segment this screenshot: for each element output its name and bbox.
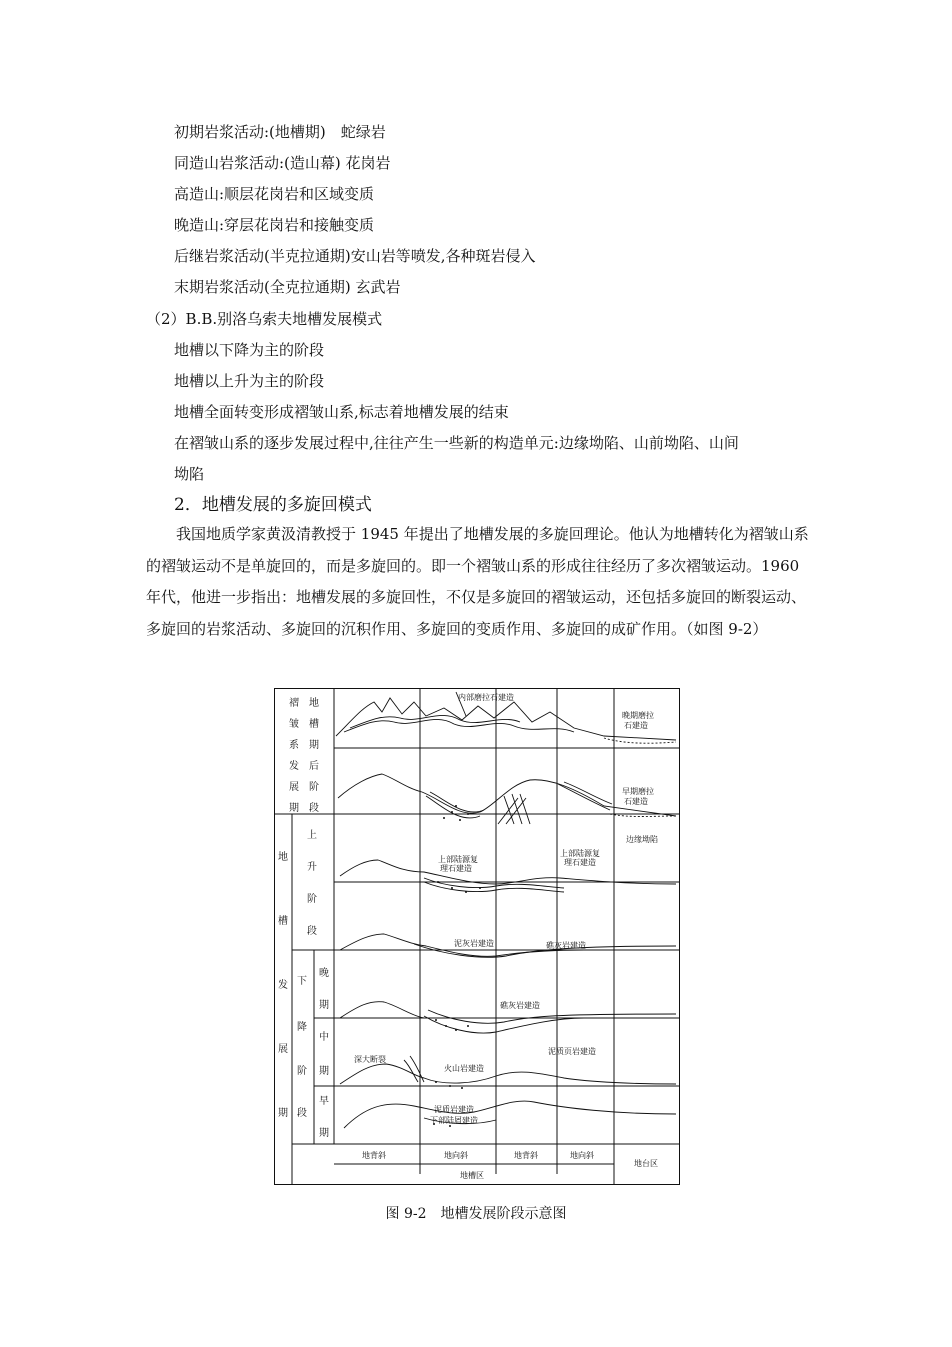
label-rise-3: 阶 [307, 894, 317, 905]
label-inner-molasse: 内部磨拉石建造 [458, 693, 514, 702]
label-fold-6: 期 [289, 803, 299, 814]
label-syncline-1: 地向斜 [444, 1151, 468, 1160]
body-paragraph: 我国地质学家黄汲清教授于 1945 年提出了地槽发展的多旋回理论。他认为地槽转化为褶皱山系的褶皱运动不是单旋回的，而是多旋回的。即一个褶皱山系的形成往往经历了多次褶皱运动。1960 年代，他进一步指出：地槽发展的多旋回性，不仅是多旋回的褶皱运动，还包括多旋回的断裂运动、多旋回的岩浆活动、多旋回的沉积作用、多旋回的变质作用、多旋回的成矿作用。（如图 9-2） [146, 525, 809, 638]
text-line-9: 地槽以上升为主的阶段 [174, 372, 325, 390]
text-line-5: 后继岩浆活动(半克拉通期)安山岩等喷发,各种斑岩侵入 [174, 247, 536, 265]
label-upper-terr-1a: 上部陆源复 [438, 855, 478, 864]
label-late-1: 晚 [319, 968, 329, 979]
label-platform: 地台区 [634, 1159, 658, 1168]
label-early-2: 期 [319, 1128, 329, 1139]
figure-caption: 图 9-2 地槽发展阶段示意图 [385, 1206, 567, 1222]
label-late-molasse-1: 晚期磨拉 [622, 711, 654, 720]
label-syncline-2: 地向斜 [570, 1151, 594, 1160]
label-mud: 泥质岩建造 [434, 1105, 474, 1114]
text-line-6: 末期岩浆活动(全克拉通期) 玄武岩 [174, 278, 401, 296]
label-geo-1: 地 [278, 852, 288, 863]
label-post-1: 地 [309, 698, 319, 709]
section-heading: 2．地槽发展的多旋回模式 [174, 495, 372, 515]
label-early-molasse-1: 早期磨拉 [622, 787, 654, 796]
label-upper-terr-1b: 理石建造 [440, 864, 472, 873]
label-geo-3: 发 [278, 980, 288, 991]
label-deep-fault: 深大断裂 [354, 1055, 386, 1064]
label-fold-4: 发 [289, 761, 299, 772]
geosyncline-diagram [274, 688, 680, 1185]
text-line-11: 在褶皱山系的逐步发展过程中,往往产生一些新的构造单元:边缘坳陷、山前坳陷、山间 [174, 434, 739, 452]
label-middle-1: 中 [319, 1032, 329, 1043]
label-geo-5: 期 [278, 1108, 288, 1119]
label-geo-2: 槽 [278, 916, 288, 927]
label-geosyncline-area: 地槽区 [460, 1171, 484, 1180]
label-fold-1: 褶 [289, 698, 299, 709]
label-fall-2: 降 [297, 1022, 307, 1033]
label-upper-terr-2a: 上部陆源复 [560, 849, 600, 858]
label-post-3: 期 [309, 740, 319, 751]
label-rise-4: 段 [307, 926, 317, 937]
text-line-4: 晚造山:穿层花岗岩和接触变质 [174, 216, 375, 234]
label-post-2: 槽 [309, 719, 319, 730]
label-fold-2: 皱 [289, 719, 299, 730]
label-early-1: 早 [319, 1096, 329, 1107]
text-line-1: 初期岩浆活动:(地槽期) 蛇绿岩 [174, 123, 386, 141]
text-line-2: 同造山岩浆活动:(造山幕) 花岗岩 [174, 154, 391, 172]
label-fold-3: 系 [289, 740, 299, 751]
label-geo-4: 展 [278, 1044, 288, 1055]
label-rise-2: 升 [307, 862, 317, 873]
label-late-2: 期 [319, 1000, 329, 1011]
label-lower-clastic: 下部陆屑建造 [430, 1116, 478, 1125]
label-volcanic: 火山岩建造 [444, 1064, 484, 1073]
label-fall-3: 阶 [297, 1066, 307, 1077]
label-fall-1: 下 [297, 976, 307, 987]
label-post-4: 后 [309, 761, 319, 772]
label-fall-4: 段 [297, 1108, 307, 1119]
label-late-molasse-2: 石建造 [624, 721, 648, 730]
subsection-title: （2）B.B.别洛乌索夫地槽发展模式 [146, 310, 383, 328]
text-line-12: 坳陷 [174, 465, 205, 483]
label-rise-1: 上 [307, 830, 317, 841]
label-anticline-1: 地背斜 [362, 1151, 386, 1160]
label-post-5: 阶 [309, 782, 319, 793]
label-reef-1: 礁灰岩建造 [546, 941, 586, 950]
label-post-6: 段 [309, 803, 319, 814]
label-marl: 泥灰岩建造 [454, 939, 494, 948]
text-line-3: 高造山:顺层花岗岩和区域变质 [174, 185, 375, 203]
label-upper-terr-2b: 理石建造 [564, 858, 596, 867]
label-anticline-2: 地背斜 [514, 1151, 538, 1160]
label-early-molasse-2: 石建造 [624, 797, 648, 806]
label-shale: 泥质页岩建造 [548, 1047, 596, 1056]
text-line-10: 地槽全面转变形成褶皱山系,标志着地槽发展的结束 [174, 403, 509, 421]
label-middle-2: 期 [319, 1066, 329, 1077]
label-reef-2: 礁灰岩建造 [500, 1001, 540, 1010]
label-fold-5: 展 [289, 782, 299, 793]
text-line-8: 地槽以下降为主的阶段 [174, 341, 325, 359]
label-marginal-depression: 边缘坳陷 [626, 835, 658, 844]
